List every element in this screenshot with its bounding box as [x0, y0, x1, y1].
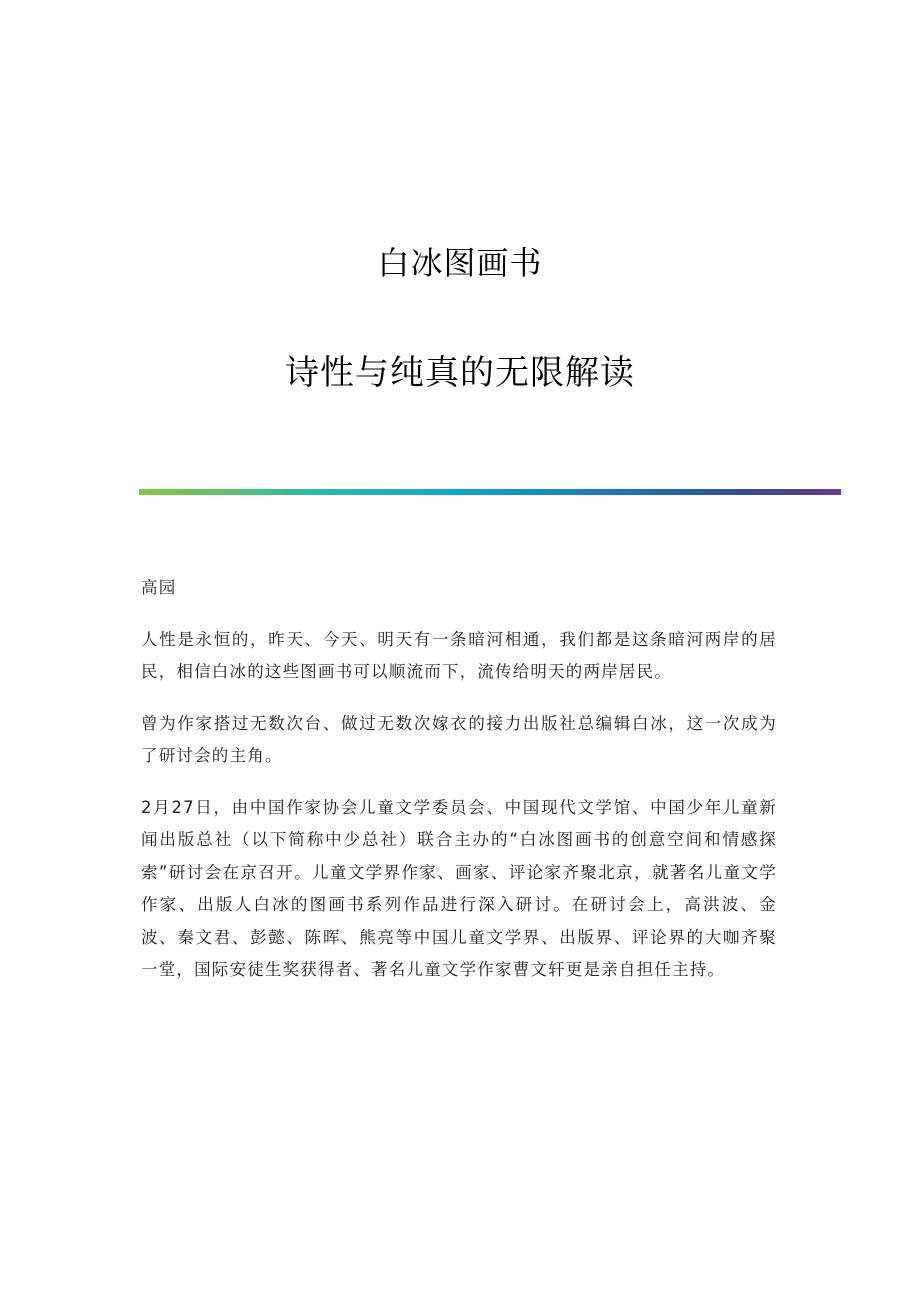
author-name: 高园: [141, 578, 177, 597]
paragraph-1: 人性是永恒的，昨天、今天、明天有一条暗河相通，我们都是这条暗河两岸的居民，相信白冰的这些图画书可以顺流而下，流传给明天的两岸居民。: [141, 629, 777, 681]
paragraph-2: 曾为作家搭过无数次台、做过无数次嫁衣的接力出版社总编辑白冰，这一次成为了研讨会的主角。: [141, 713, 777, 765]
paragraph-3: 2月27日，由中国作家协会儿童文学委员会、中国现代文学馆、中国少年儿童新闻出版总社（以下简称中少总社）联合主办的“白冰图画书的创意空间和情感探索”研讨会在京召开。儿童文学界作家、画家、评论家齐聚北京，就著名儿童文学作家、出版人白冰的图画书系列作品进行深入研讨。在研讨会上，高洪波、金波、秦文君、彭懿、陈晖、熊亮等中国儿童文学界、出版界、评论界的大咖齐聚一堂，国际安徒生奖获得者、著名儿童文学作家曹文轩更是亲自担任主持。: [141, 797, 777, 979]
gradient-divider: [139, 489, 841, 495]
article-body: [141, 572, 777, 1006]
document-title: 白冰图画书: [377, 244, 543, 283]
document-subtitle: 诗性与纯真的无限解读: [285, 353, 635, 394]
